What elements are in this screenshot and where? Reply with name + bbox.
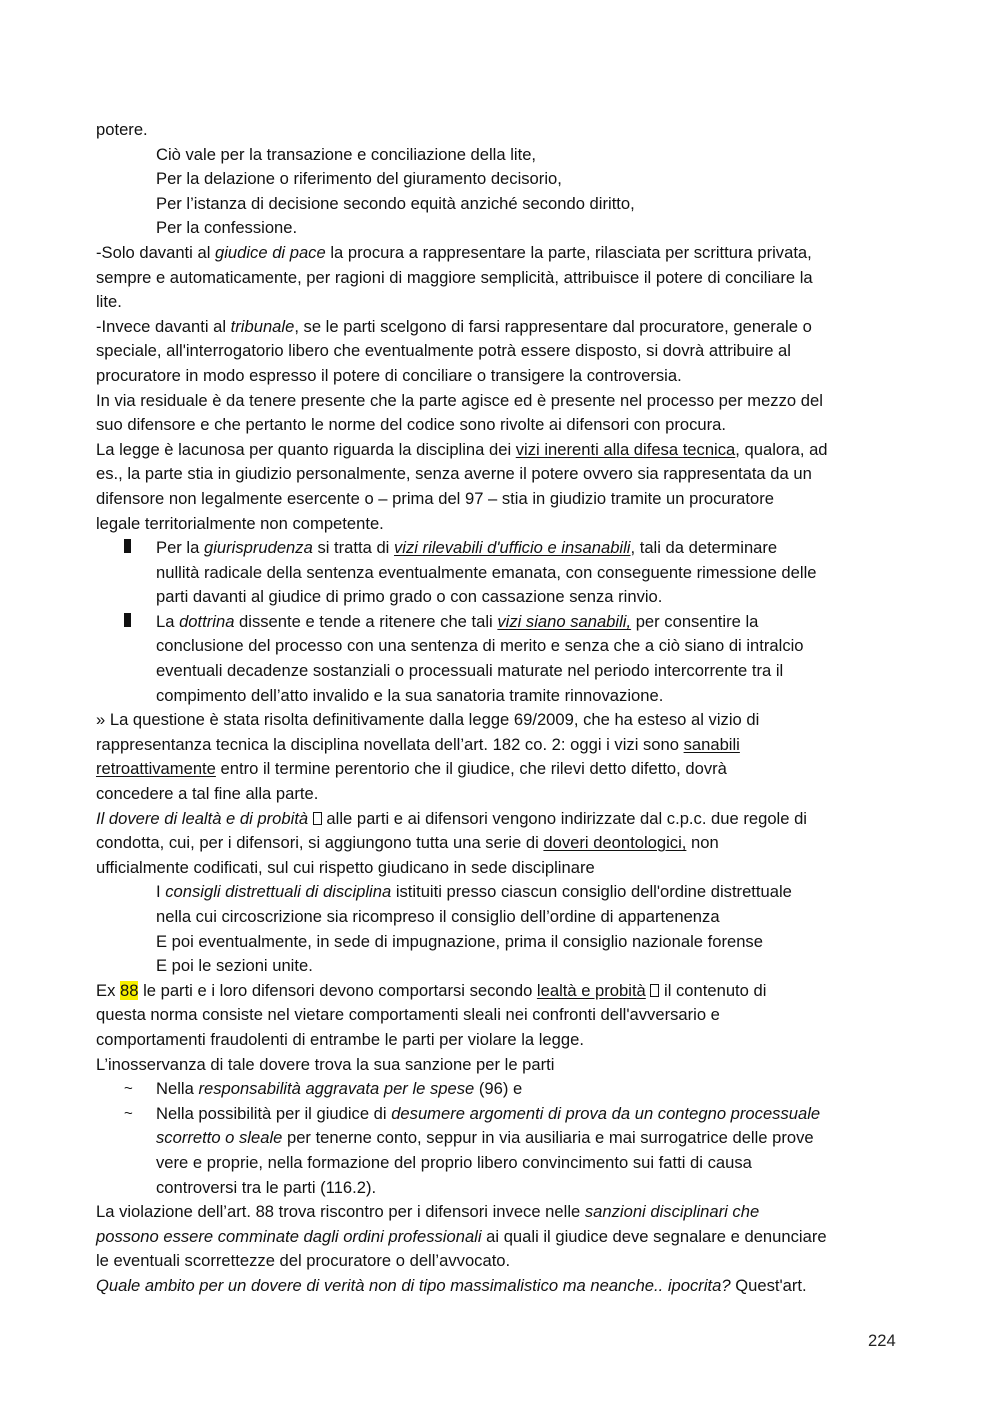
text-line: comportamenti fraudolenti di entrambe le parti per violare la legge. xyxy=(96,1029,584,1049)
square-bullet-icon xyxy=(124,610,131,635)
bullet-item: Per la giurisprudenza si tratta di vizi rilevabili d'ufficio e insanabili, tali da determinare xyxy=(96,536,908,561)
text-line: E poi le sezioni unite. xyxy=(156,956,313,976)
text-line: ufficialmente codificati, sul cui rispetto giudicano in sede disciplinare xyxy=(96,857,595,877)
text-line: retroattivamente entro il termine perentorio che il giudice, che rilevi detto difetto, dovrà xyxy=(96,759,727,779)
text-line: sempre e automaticamente, per ragioni di maggiore semplicità, attribuisce il potere di conciliare la xyxy=(96,267,813,287)
tilde-bullet-icon: ~ xyxy=(124,1104,133,1122)
text-line: Quale ambito per un dovere di verità non di tipo massimalistico ma neanche.. ipocrita? Quest'art. xyxy=(96,1275,807,1295)
text-line: suo difensore e che pertanto le norme del codice sono rivolte ai difensori con procura. xyxy=(96,415,727,435)
page-number: 224 xyxy=(868,1331,896,1350)
text-line: rappresentanza tecnica la disciplina novellata dell’art. 182 co. 2: oggi i vizi sono sanabili xyxy=(96,734,740,754)
text-line: » La questione è stata risolta definitivamente dalla legge 69/2009, che ha esteso al vizio di xyxy=(96,710,760,730)
text-line: Ex 88 le parti e i loro difensori devono comportarsi secondo lealtà e probità il contenuto di xyxy=(96,980,767,1000)
document-page xyxy=(96,118,908,1299)
text-line: possono essere comminate dagli ordini professionali ai quali il giudice deve segnalare e denunciare xyxy=(96,1226,827,1246)
text-line: vere e proprie, nella formazione del proprio libero convincimento sui fatti di causa xyxy=(156,1152,752,1172)
text-line: scorretto o sleale per tenerne conto, seppur in via ausiliaria e mai surrogatrice delle prove xyxy=(156,1128,814,1148)
text-line: -Solo davanti al giudice di pace la procura a rappresentare la parte, rilasciata per scrittura privata, xyxy=(96,242,812,262)
text-line: La violazione dell’art. 88 trova riscontro per i difensori invece nelle sanzioni disciplinari che xyxy=(96,1202,760,1222)
text-line: lite. xyxy=(96,292,122,312)
text-line: Per l’istanza di decisione secondo equità anziché secondo diritto, xyxy=(156,193,635,213)
text-line: controversi tra le parti (116.2). xyxy=(156,1177,377,1197)
tilde-bullet-icon: ~ xyxy=(124,1080,133,1098)
text-line: eventuali decadenze sostanziali o processuali maturate nel periodo intercorrente tra il xyxy=(156,661,784,681)
text-line: parti davanti al giudice di primo grado o con cassazione senza rinvio. xyxy=(156,587,663,607)
text-line: procuratore in modo espresso il potere di conciliare o transigere la controversia. xyxy=(96,365,682,385)
text-line: legale territorialmente non competente. xyxy=(96,513,384,533)
text-line: concedere a tal fine alla parte. xyxy=(96,784,319,804)
text-line: es., la parte stia in giudizio personalmente, senza averne il potere ovvero sia rappresentata da un xyxy=(96,464,812,484)
square-bullet-icon xyxy=(124,536,131,561)
text-line: le eventuali scorrettezze del procuratore o dell’avvocato. xyxy=(96,1251,511,1271)
text-line: Ciò vale per la transazione e conciliazione della lite, xyxy=(156,144,537,164)
text-line: speciale, all'interrogatorio libero che eventualmente potrà essere disposto, si dovrà attribuire al xyxy=(96,341,791,361)
text-line: difensore non legalmente esercente o – prima del 97 – stia in giudizio tramite un procuratore xyxy=(96,488,774,508)
bullet-item: ~ Nella responsabilità aggravata per le spese (96) e xyxy=(96,1077,908,1102)
text-line: In via residuale è da tenere presente che la parte agisce ed è presente nel processo per mezzo del xyxy=(96,390,823,410)
text-line: L’inosservanza di tale dovere trova la sua sanzione per le parti xyxy=(96,1054,555,1074)
bullet-item: ~ Nella possibilità per il giudice di desumere argomenti di prova da un contegno processuale xyxy=(96,1102,908,1127)
text-line: compimento dell’atto invalido e la sua sanatoria tramite rinnovazione. xyxy=(156,685,664,705)
text-line: -Invece davanti al tribunale, se le parti scelgono di farsi rappresentare dal procuratore, generale o xyxy=(96,316,812,336)
highlighted-article-number: 88 xyxy=(119,980,139,1000)
text-line: questa norma consiste nel vietare comportamenti sleali nei confronti dell'avversario e xyxy=(96,1005,720,1025)
text-line: Per la delazione o riferimento del giuramento decisorio, xyxy=(156,169,562,189)
text-line: condotta, cui, per i difensori, si aggiungono tutta una serie di doveri deontologici, non xyxy=(96,833,719,853)
text-line: nullità radicale della sentenza eventualmente emanata, con conseguente rimessione delle xyxy=(156,562,817,582)
text-line: E poi eventualmente, in sede di impugnazione, prima il consiglio nazionale forense xyxy=(156,931,763,951)
text-line: La legge è lacunosa per quanto riguarda la disciplina dei vizi inerenti alla difesa tecnica, qualora, ad xyxy=(96,439,828,459)
text-line: potere. xyxy=(96,120,148,139)
text-line: I consigli distrettuali di disciplina istituiti presso ciascun consiglio dell'ordine distrettuale xyxy=(156,882,792,902)
bullet-item: La dottrina dissente e tende a ritenere che tali vizi siano sanabili, per consentire la xyxy=(96,610,908,635)
text-line: conclusione del processo con una sentenza di merito e senza che a ciò siano di intralcio xyxy=(156,636,804,656)
text-line: Il dovere di lealtà e di probità alle parti e ai difensori vengono indirizzate dal c.p.c. due regole di xyxy=(96,808,807,828)
text-line: nella cui circoscrizione sia ricompreso il consiglio dell’ordine di appartenenza xyxy=(156,907,720,926)
missing-glyph-icon xyxy=(313,812,322,825)
text-line: Per la confessione. xyxy=(156,218,298,238)
